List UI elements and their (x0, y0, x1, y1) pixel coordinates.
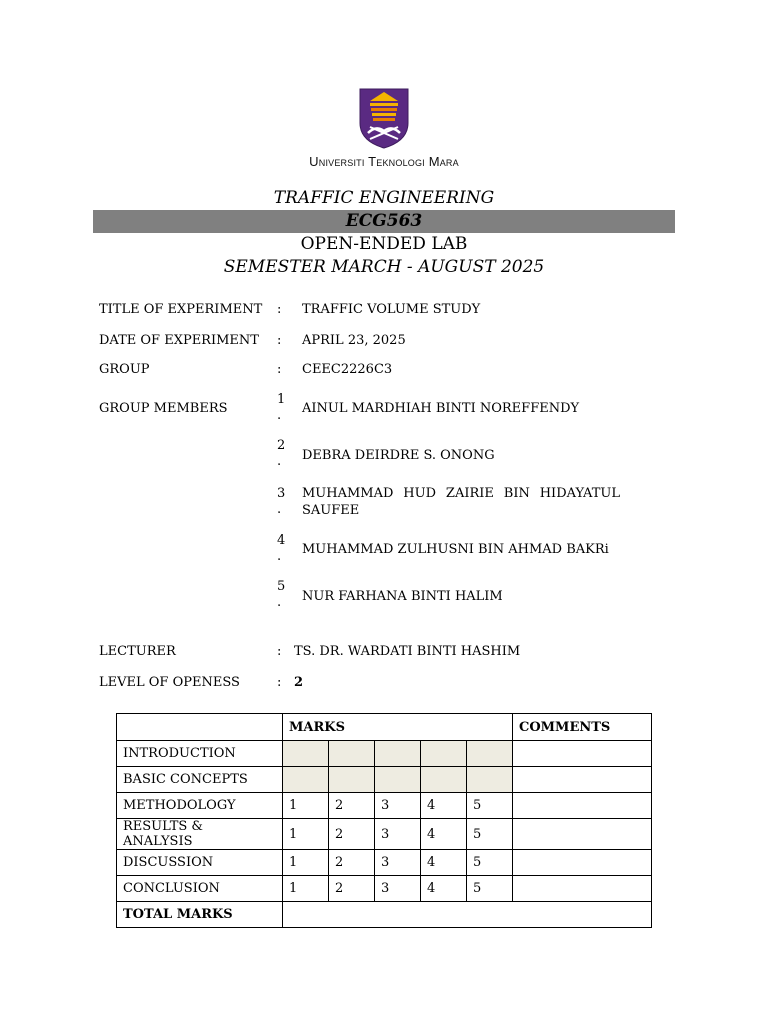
member-number: 3 . (277, 486, 286, 517)
member-name: MUHAMMAD ZULHUSNI BIN AHMAD BAKRi (302, 542, 609, 557)
mark-cell[interactable]: 5 (467, 876, 513, 902)
mark-cell[interactable] (467, 767, 513, 793)
member-name: DEBRA DEIRDRE S. ONONG (302, 448, 495, 463)
mark-cell[interactable]: 4 (421, 876, 467, 902)
table-header-row (117, 714, 652, 741)
mark-cell[interactable] (375, 741, 421, 767)
lab-type: OPEN-ENDED LAB (300, 234, 468, 254)
mark-cell[interactable] (467, 741, 513, 767)
colon: : (277, 333, 282, 348)
group-label: GROUP (99, 362, 150, 377)
member-name: NUR FARHANA BINTI HALIM (302, 589, 503, 604)
openness-value: 2 (294, 675, 304, 690)
uitm-crest-logo (358, 87, 410, 149)
mark-cell[interactable]: 5 (467, 819, 513, 850)
colon: : (277, 644, 282, 659)
date-value: APRIL 23, 2025 (302, 333, 406, 348)
date-label: DATE OF EXPERIMENT (99, 333, 259, 348)
row-label: CONCLUSION (117, 876, 283, 902)
total-label: TOTAL MARKS (117, 902, 283, 928)
mark-cell[interactable]: 3 (375, 793, 421, 819)
row-label: DISCUSSION (117, 850, 283, 876)
mark-cell[interactable]: 3 (375, 850, 421, 876)
comment-cell[interactable] (513, 876, 652, 902)
mark-cell[interactable]: 5 (467, 850, 513, 876)
member-number: 1 . (277, 392, 286, 423)
mark-cell[interactable] (329, 767, 375, 793)
member-name: MUHAMMAD HUD ZAIRIE BIN HIDAYATUL SAUFEE (302, 486, 620, 518)
lecturer-label: LECTURER (99, 644, 176, 659)
comments-header: COMMENTS (513, 714, 652, 741)
title-label: TITLE OF EXPERIMENT (99, 302, 263, 317)
table-row (117, 876, 652, 902)
comment-cell[interactable] (513, 741, 652, 767)
mark-cell[interactable]: 5 (467, 793, 513, 819)
member-number: 4 . (277, 533, 286, 564)
member-number: 5 . (277, 579, 286, 610)
mark-cell[interactable]: 3 (375, 876, 421, 902)
row-label: BASIC CONCEPTS (117, 767, 283, 793)
mark-cell[interactable]: 2 (329, 850, 375, 876)
colon: : (277, 302, 282, 317)
mark-cell[interactable] (421, 767, 467, 793)
table-cell (117, 714, 283, 741)
mark-cell[interactable] (329, 741, 375, 767)
comment-cell[interactable] (513, 767, 652, 793)
marks-table (116, 713, 652, 928)
comment-cell[interactable] (513, 850, 652, 876)
total-row (117, 902, 652, 928)
openness-label: LEVEL OF OPENESS (99, 675, 240, 690)
mark-cell[interactable] (283, 741, 329, 767)
row-label: RESULTS & ANALYSIS (117, 819, 283, 850)
semester: SEMESTER MARCH - AUGUST 2025 (223, 257, 545, 277)
member-name: AINUL MARDHIAH BINTI NOREFFENDY (302, 401, 580, 416)
mark-cell[interactable] (421, 741, 467, 767)
mark-cell[interactable]: 2 (329, 793, 375, 819)
mark-cell[interactable] (375, 767, 421, 793)
table-row (117, 850, 652, 876)
university-name: Universiti Teknologi Mara (309, 154, 459, 169)
mark-cell[interactable]: 2 (329, 876, 375, 902)
mark-cell[interactable]: 4 (421, 819, 467, 850)
marks-header: MARKS (283, 714, 513, 741)
colon: : (277, 675, 282, 690)
title-value: TRAFFIC VOLUME STUDY (302, 302, 481, 317)
members-label: GROUP MEMBERS (99, 401, 228, 416)
lecturer-value: TS. DR. WARDATI BINTI HASHIM (294, 644, 521, 659)
table-row (117, 741, 652, 767)
mark-cell[interactable]: 1 (283, 876, 329, 902)
course-title: TRAFFIC ENGINEERING (273, 188, 495, 208)
total-value-cell[interactable] (283, 902, 652, 928)
table-row (117, 767, 652, 793)
member-number: 2 . (277, 438, 286, 469)
mark-cell[interactable]: 1 (283, 850, 329, 876)
colon: : (277, 362, 282, 377)
table-row (117, 819, 652, 850)
mark-cell[interactable]: 4 (421, 793, 467, 819)
row-label: METHODOLOGY (117, 793, 283, 819)
table-row (117, 793, 652, 819)
mark-cell[interactable]: 1 (283, 819, 329, 850)
mark-cell[interactable]: 3 (375, 819, 421, 850)
mark-cell[interactable]: 4 (421, 850, 467, 876)
course-code: ECG563 (345, 211, 423, 231)
mark-cell[interactable]: 1 (283, 793, 329, 819)
group-value: CEEC2226C3 (302, 362, 393, 377)
comment-cell[interactable] (513, 819, 652, 850)
comment-cell[interactable] (513, 793, 652, 819)
mark-cell[interactable]: 2 (329, 819, 375, 850)
row-label: INTRODUCTION (117, 741, 283, 767)
mark-cell[interactable] (283, 767, 329, 793)
